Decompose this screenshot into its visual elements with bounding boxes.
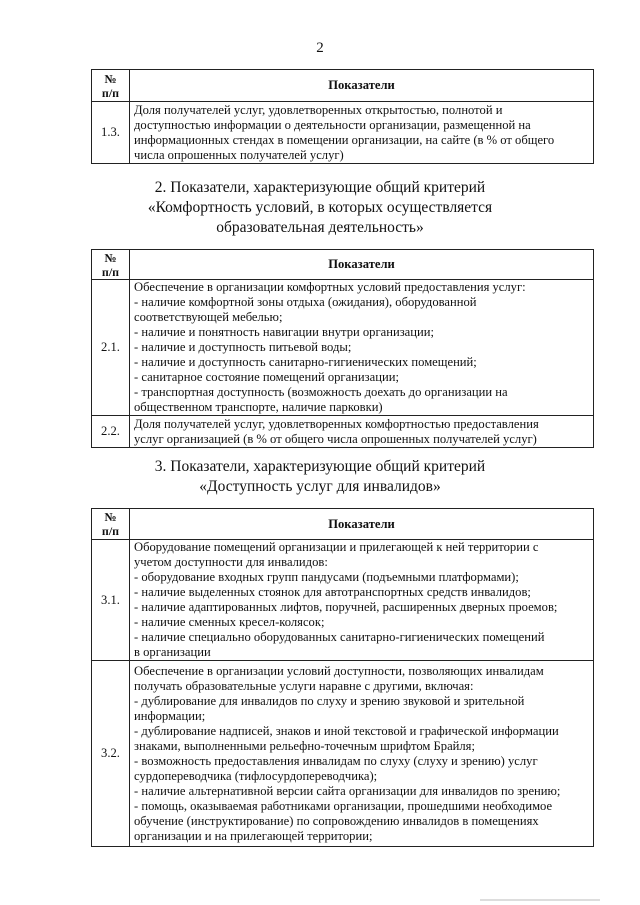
row-text: Обеспечение в организации условий доступности, позволяющих инвалидам получать образовательные услуги наравне с другими, включая: - дублирование для инвалидов по слуху и зрению звуковой и зрительной информации; - дублирование надписей, знаков и иной текстовой и графической информации знаками, выполненными рельефно-точечным шрифтом Брайля; - возможность предоставления инвалидам по слуху (слуху и зрению) услуг сурдопереводчика (тифлосурдопереводчика); - наличие альтернативной версии сайта организации для инвалидов по зрению; - помощь, оказываемая работниками организации, прошедшими необходимое обучение (инструктирование) по сопровождению инвалидов в помещениях организации и на прилегающей территории;: [130, 661, 594, 847]
col-num-header: № п/п: [92, 250, 130, 280]
row-number: 3.2.: [92, 661, 130, 847]
table-header-row: [92, 509, 594, 540]
scan-edge-mark: [480, 899, 600, 901]
table-header-row: [92, 70, 594, 102]
row-text: Оборудование помещений организации и прилегающей к ней территории с учетом доступности для инвалидов: - оборудование входных групп пандусами (подъемными платформами); - наличие выделенных стоянок для автотранспортных средств инвалидов; - наличие адаптированных лифтов, поручней, расширенных дверных проемов; - наличие сменных кресел-колясок; - наличие специально оборудованных санитарно-гигиенических помещений в организации: [130, 540, 594, 661]
col-indicators-header: Показатели: [130, 70, 594, 102]
indicators-table-3: [91, 508, 594, 847]
section-2-title: 2. Показатели, характеризующие общий критерий «Комфортность условий, в которых осуществляется образовательная деятельность»: [147, 179, 493, 236]
col-num-header: № п/п: [92, 509, 130, 540]
table-row: [92, 540, 594, 661]
row-text: Обеспечение в организации комфортных условий предоставления услуг: - наличие комфортной зоны отдыха (ожидания), оборудованной соответствующей мебелью; - наличие и понятность навигации внутри организации; - наличие и доступность питьевой воды; - наличие и доступность санитарно-гигиенических помещений; - санитарное состояние помещений организации; - транспортная доступность (возможность доехать до организации на общественном транспорте, наличие парковки): [130, 280, 594, 416]
section-3-title: 3. Показатели, характеризующие общий критерий «Доступность услуг для инвалидов»: [154, 458, 486, 495]
table-header-row: [92, 250, 594, 280]
table-row: [92, 416, 594, 448]
row-number: 2.1.: [92, 280, 130, 416]
col-num-header: № п/п: [92, 70, 130, 102]
page-number: 2: [316, 40, 324, 56]
indicators-table-2: [91, 249, 594, 448]
indicators-table-1: [91, 69, 594, 164]
row-number: 2.2.: [92, 416, 130, 448]
col-indicators-header: Показатели: [130, 509, 594, 540]
row-text: Доля получателей услуг, удовлетворенных комфортностью предоставления услуг организацией (в % от общего числа опрошенных получателей услуг): [130, 416, 594, 448]
table-row: [92, 280, 594, 416]
table-row: [92, 102, 594, 164]
row-text: Доля получателей услуг, удовлетворенных открытостью, полнотой и доступностью информации о деятельности организации, размещенной на информационных стендах в помещении организации, на сайте (в % от общего числа опрошенных получателей услуг): [130, 102, 594, 164]
row-number: 3.1.: [92, 540, 130, 661]
table-row: [92, 661, 594, 847]
row-number: 1.3.: [92, 102, 130, 164]
col-indicators-header: Показатели: [130, 250, 594, 280]
